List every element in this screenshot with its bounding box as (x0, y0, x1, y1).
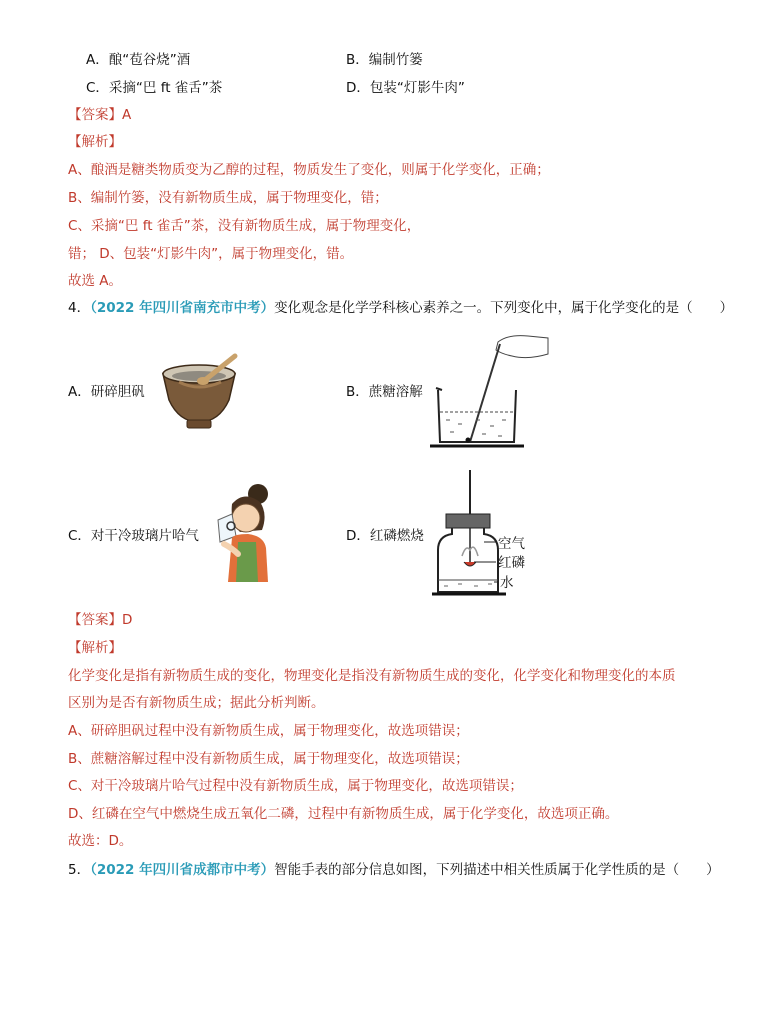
q4-stem-line (68, 298, 733, 318)
figure-label-air: 空气 (498, 536, 525, 552)
beaker-stirring-figure (428, 330, 550, 454)
q4-analysis-line-4: B、蔗糖溶解过程中没有新物质生成，属于物理变化，故选项错误； (68, 751, 469, 767)
q3-analysis-line-4: 错； D、包装“灯影牛肉”，属于物理变化，错。 (68, 246, 354, 262)
q3-analysis-line-2: B、编制竹篓，没有新物质生成，属于物理变化，错； (68, 190, 388, 206)
q3-analysis-line-5: 故选 A。 (68, 273, 123, 289)
q4-number: 4． (68, 300, 91, 316)
q4-analysis-line-6: D、红磷在空气中燃烧生成五氧化二磷，过程中有新物质生成，属于化学变化，故选项正确。 (68, 806, 619, 822)
q4-analysis-line-2: 区别为是否有新物质生成；据此分析判断。 (68, 695, 325, 711)
q3-option-d: D．包装“灯影牛肉” (346, 80, 465, 96)
q5-stem: 智能手表的部分信息如图，下列描述中相关性质属于化学性质的是（ ） (274, 862, 720, 878)
figure-label-phosphorus: 红磷 (498, 555, 525, 571)
q4-answer: 【答案】D (68, 612, 133, 628)
girl-breathing-figure (204, 484, 274, 584)
q3-option-c: C．采摘“巴 ft 雀舌”茶 (86, 80, 223, 96)
q4-option-b: B．蔗糖溶解 (346, 384, 423, 400)
mortar-pestle-figure (157, 352, 241, 432)
q3-analysis-line-3: C、采摘“巴 ft 雀舌”茶，没有新物质生成，属于物理变化， (68, 218, 421, 234)
q3-answer: 【答案】A (68, 107, 132, 123)
q4-option-a: A．研碎胆矾 (68, 384, 145, 400)
q4-analysis-line-3: A、研碎胆矾过程中没有新物质生成，属于物理变化，故选项错误； (68, 723, 469, 739)
q4-option-d: D．红磷燃烧 (346, 528, 424, 544)
q3-analysis-line-1: A、酿酒是糖类物质变为乙醇的过程，物质发生了变化，则属于化学变化，正确； (68, 162, 550, 178)
q5-source-tag: （2022 年四川省成都市中考） (90, 862, 275, 878)
q4-source-tag: （2022 年四川省南充市中考） (90, 300, 275, 316)
figure-label-water: 水 (500, 575, 514, 591)
q4-analysis-label: 【解析】 (68, 640, 122, 656)
q3-option-b: B．编制竹篓 (346, 52, 423, 68)
q4-analysis-line-7: 故选：D。 (68, 833, 133, 849)
q4-stem: 变化观念是化学学科核心素养之一。下列变化中，属于化学变化的是（ ） (274, 300, 734, 316)
q4-analysis-line-1: 化学变化是指有新物质生成的变化，物理变化是指没有新物质生成的变化，化学变化和物理变化的本质 (68, 668, 676, 684)
q4-option-c: C．对干冷玻璃片哈气 (68, 528, 199, 544)
q4-analysis-line-5: C、对干冷玻璃片哈气过程中没有新物质生成，属于物理变化，故选项错误； (68, 778, 523, 794)
q3-option-a: A．酿“苞谷烧”酒 (86, 52, 191, 68)
q3-analysis-label: 【解析】 (68, 134, 122, 150)
q5-number: 5． (68, 862, 91, 878)
q5-stem-line (68, 860, 720, 880)
